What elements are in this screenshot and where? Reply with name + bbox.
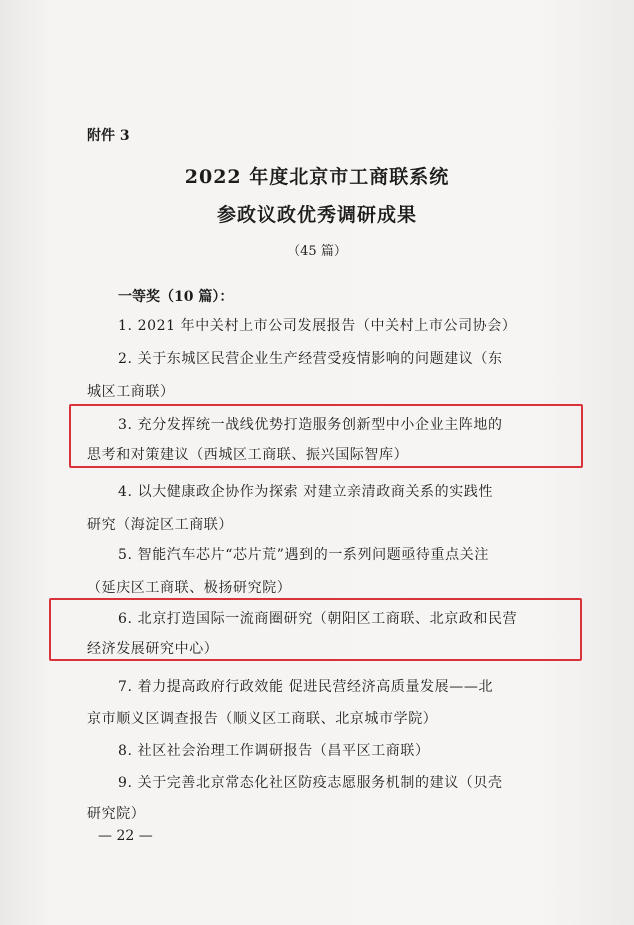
list-item-9-line-2: 研究院） bbox=[87, 806, 146, 822]
list-item-6-line-1: 6. 北京打造国际一流商圈研究（朝阳区工商联、北京政和民营 bbox=[118, 611, 518, 627]
list-item-4-line-2: 研究（海淀区工商联） bbox=[87, 517, 233, 533]
list-item-3-line-2: 思考和对策建议（西城区工商联、振兴国际智库） bbox=[87, 447, 409, 463]
list-item-7-line-1: 7. 着力提高政府行政效能 促进民营经济高质量发展——北 bbox=[118, 679, 494, 695]
list-item-3-line-1: 3. 充分发挥统一战线优势打造服务创新型中小企业主阵地的 bbox=[118, 417, 503, 433]
list-item-1-line-1: 1. 2021 年中关村上市公司发展报告（中关村上市公司协会） bbox=[118, 318, 517, 334]
list-item-2-line-1: 2. 关于东城区民营企业生产经营受疫情影响的问题建议（东 bbox=[118, 351, 503, 367]
list-item-7-line-2: 京市顺义区调查报告（顺义区工商联、北京城市学院） bbox=[87, 711, 438, 727]
list-item-4-line-1: 4. 以大健康政企协作为探索 对建立亲清政商关系的实践性 bbox=[118, 484, 494, 500]
page-title-line-2: 参政议政优秀调研成果 bbox=[216, 204, 417, 226]
page-number: — 22 — bbox=[98, 828, 153, 844]
page-title-line-1: 2022 年度北京市工商联系统 bbox=[184, 166, 450, 188]
list-item-5-line-1: 5. 智能汽车芯片“芯片荒”遇到的一系列问题亟待重点关注 bbox=[118, 547, 489, 563]
article-count: （45 篇） bbox=[287, 244, 347, 259]
first-prize-heading: 一等奖（10 篇）： bbox=[118, 289, 234, 305]
list-item-2-line-2: 城区工商联） bbox=[87, 384, 175, 400]
list-item-6-line-2: 经济发展研究中心） bbox=[87, 641, 219, 657]
list-item-8-line-1: 8. 社区社会治理工作调研报告（昌平区工商联） bbox=[118, 743, 430, 759]
attachment-label: 附件 3 bbox=[87, 128, 130, 144]
list-item-9-line-1: 9. 关于完善北京常态化社区防疫志愿服务机制的建议（贝壳 bbox=[118, 775, 503, 791]
list-item-5-line-2: （延庆区工商联、极扬研究院） bbox=[87, 580, 292, 596]
